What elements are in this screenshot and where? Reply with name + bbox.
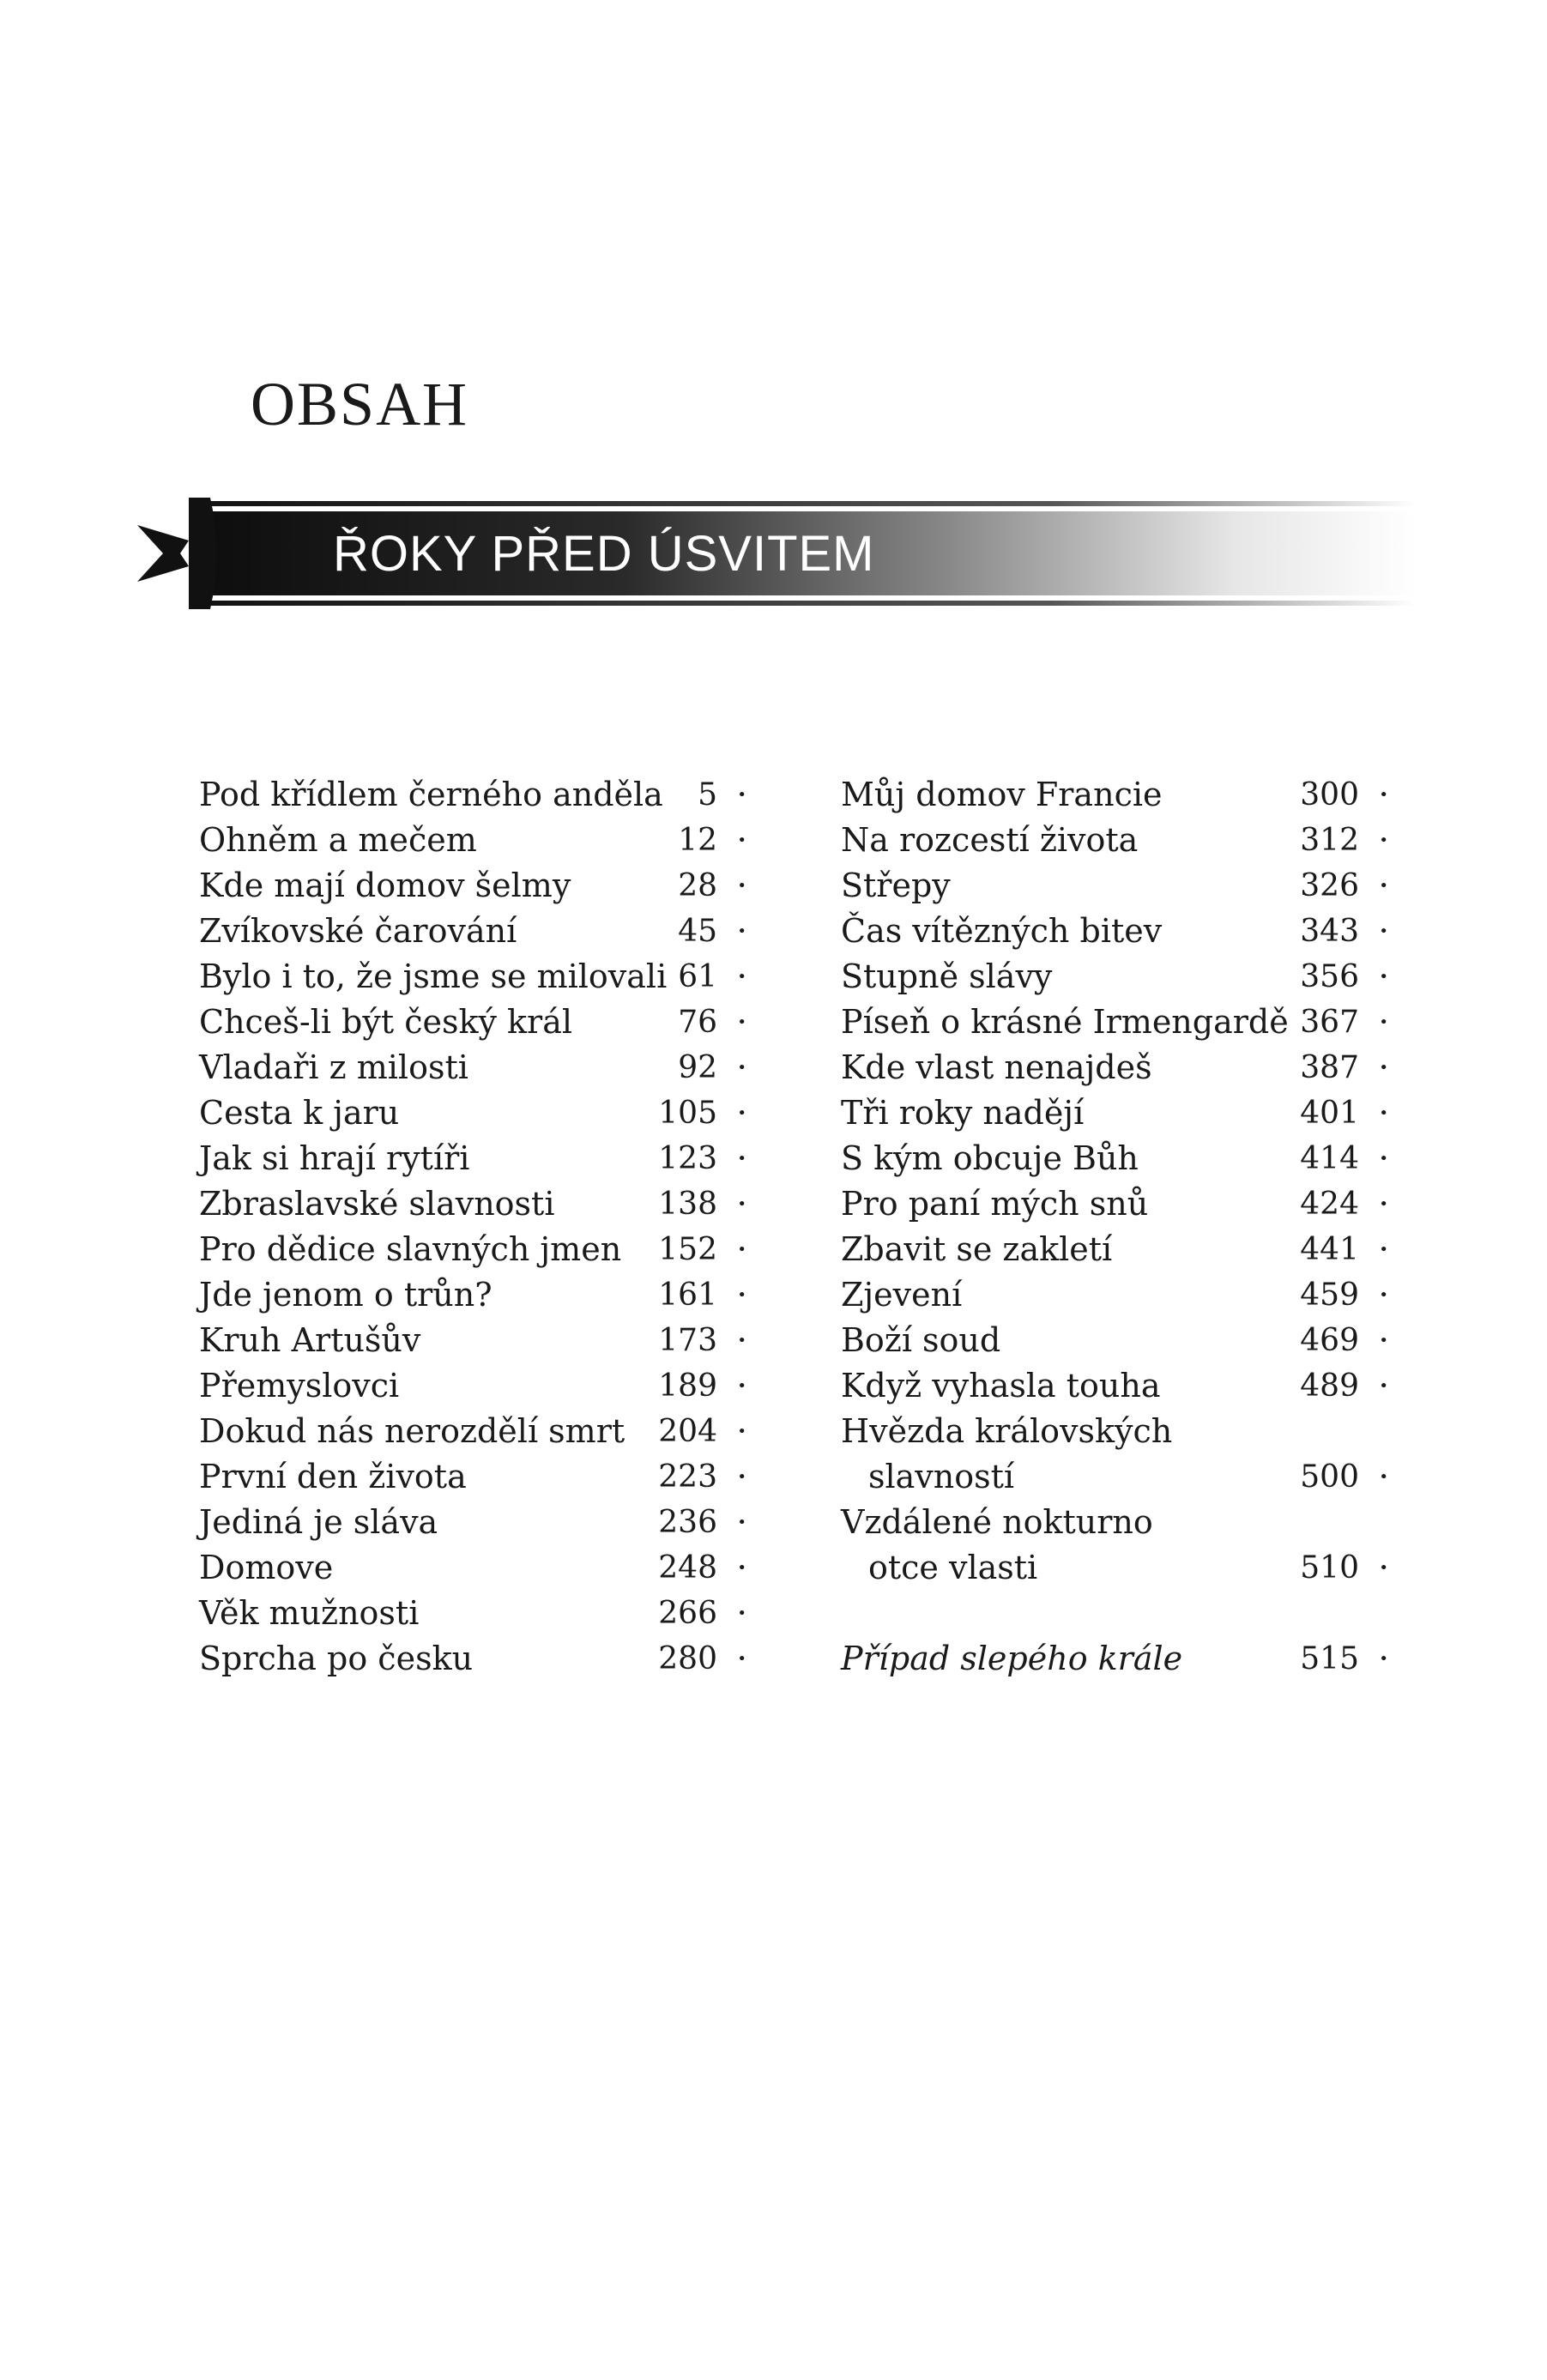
toc-entry-title: Hvězda královských [841,1412,1173,1450]
toc-entry [199,1500,765,1545]
toc-entry-page-number: 300 [1300,777,1359,812]
toc-entry [199,1227,765,1272]
section-banner [129,480,1416,626]
toc-entry-title: Chceš-li být český král [199,1003,573,1041]
toc-entry [199,1090,765,1136]
bullet-icon: • [737,1332,746,1350]
toc-entry-page-number: 123 [658,1141,717,1176]
toc-entry [199,1545,765,1591]
toc-entry-title: Píseň o krásné Irmengardě [841,1003,1289,1041]
toc-entry-page-number: 189 [658,1368,717,1404]
bullet-icon: • [737,1513,746,1531]
bullet-icon: • [1379,831,1388,849]
toc-entry [199,1136,765,1181]
toc-entry-page-number: 236 [658,1505,717,1540]
bullet-icon: • [1379,1150,1388,1168]
toc-entry [841,1409,1407,1454]
bullet-icon: • [1379,1013,1388,1031]
toc-entry-title: Zjevení [841,1276,963,1314]
toc-entry [199,909,765,954]
toc-entry-title: Střepy [841,867,951,904]
toc-entry-page-number: 489 [1300,1368,1359,1404]
toc-entry-title: Zvíkovské čarování [199,912,517,950]
bullet-icon: • [737,877,746,895]
toc-entry-title: Pro paní mých snů [841,1185,1149,1223]
toc-entry-title: slavností [868,1458,1015,1495]
toc-entry-title: Kde mají domov šelmy [199,867,571,904]
toc-entry-title: Bylo i to, že jsme se milovali [199,957,668,995]
bullet-icon: • [1379,786,1388,804]
toc-entry [841,954,1407,1000]
toc-entry [199,1045,765,1090]
toc-entry-title: Sprcha po česku [199,1640,474,1677]
toc-entry-title: Jediná je sláva [199,1503,438,1541]
bullet-icon: • [737,1104,746,1122]
bullet-icon: • [737,1377,746,1395]
toc-entry-page-number: 343 [1300,914,1359,949]
toc-entry-title: Když vyhasla touha [841,1367,1161,1404]
bullet-icon: • [737,831,746,849]
toc-entry-page-number: 12 [678,823,717,858]
toc-entry [841,1090,1407,1136]
toc-entry [841,909,1407,954]
toc-entry-page-number: 92 [678,1050,717,1085]
toc-entry [199,772,765,818]
bullet-icon: • [737,968,746,986]
toc-entry-title: Boží soud [841,1321,1001,1359]
toc-entry-title: Čas vítězných bitev [841,912,1163,950]
toc-entry-page-number: 223 [658,1459,717,1495]
toc-entry [841,818,1407,863]
bullet-icon: • [737,1423,746,1441]
toc-entry-page-number: 266 [658,1596,717,1631]
toc-entry-title: Tři roky nadějí [841,1094,1085,1132]
bullet-icon: • [737,1559,746,1577]
toc-entry-title: Kde vlast nenajdeš [841,1048,1152,1086]
toc-entry-title: Zbraslavské slavnosti [199,1185,555,1223]
bullet-icon: • [1379,1377,1388,1395]
toc-entry-title: Na rozcestí života [841,821,1139,859]
bullet-icon: • [1379,1650,1388,1668]
toc-entry [841,1636,1407,1682]
toc-entry-page-number: 326 [1300,868,1359,903]
toc-entry [841,1318,1407,1363]
banner-title: ŘOKY PŘED ÚSVITEM [333,526,875,582]
toc-entry-title: Dokud nás nerozdělí smrt [199,1412,625,1450]
toc-entry [841,1000,1407,1045]
bullet-icon: • [737,1195,746,1213]
toc-entry [841,1045,1407,1090]
bullet-icon: • [1379,877,1388,895]
toc-entry-title: Zbavit se zakletí [841,1230,1113,1268]
toc-entry [199,1363,765,1409]
toc-entry-page-number: 204 [658,1414,717,1449]
bullet-icon: • [1379,1241,1388,1259]
toc-entry-title: Kruh Artušův [199,1321,421,1359]
toc-entry [841,1363,1407,1409]
bullet-icon: • [737,786,746,804]
toc-entry-page-number: 441 [1300,1232,1359,1267]
toc-entry-title: Vladaři z milosti [199,1048,468,1086]
bullet-icon: • [737,1241,746,1259]
toc-entry-page-number: 138 [658,1187,717,1222]
toc-entry-title: Věk mužnosti [199,1594,420,1632]
bullet-icon: • [1379,1059,1388,1077]
toc-entry-title: S kým obcuje Bůh [841,1139,1139,1177]
toc-left-column [199,772,765,1682]
toc-right-column [841,772,1407,1682]
toc-entry-title: Pod křídlem černého anděla [199,776,663,813]
toc-entry [199,818,765,863]
toc-entry-title: Pro dědice slavných jmen [199,1230,622,1268]
toc-entry [199,1272,765,1318]
toc-entry [841,1591,1407,1636]
toc-entry-page-number: 173 [658,1323,717,1358]
toc-entry-title: Ohněm a mečem [199,821,477,859]
toc-entry [841,1227,1407,1272]
toc-entry [199,1181,765,1227]
toc-entry [841,1272,1407,1318]
toc-entry [841,1454,1407,1500]
toc-entry-page-number: 469 [1300,1323,1359,1358]
toc-entry [841,863,1407,909]
toc-entry-page-number: 414 [1300,1141,1359,1176]
toc-entry-title: Jde jenom o trůn? [199,1276,493,1314]
toc-entry-page-number: 500 [1300,1459,1359,1495]
toc-entry-title: Případ slepého krále [841,1640,1183,1677]
bullet-icon: • [737,922,746,940]
bullet-icon: • [1379,1332,1388,1350]
bullet-icon: • [1379,922,1388,940]
toc-entry [199,863,765,909]
bullet-icon: • [1379,1195,1388,1213]
toc-entry [841,1500,1407,1545]
bullet-icon: • [1379,968,1388,986]
toc-entry-title: Domove [199,1549,334,1586]
toc-entry [199,1409,765,1454]
toc-entry-page-number: 510 [1300,1550,1359,1586]
bullet-icon: • [737,1150,746,1168]
bullet-icon: • [1379,1104,1388,1122]
toc-entry [841,1136,1407,1181]
toc-entry-page-number: 424 [1300,1187,1359,1222]
toc-entry-page-number: 105 [658,1096,717,1131]
bullet-icon: • [1379,1559,1388,1577]
bullet-icon: • [737,1604,746,1622]
toc-entry [841,1181,1407,1227]
toc-entry [841,772,1407,818]
toc-entry-page-number: 152 [658,1232,717,1267]
toc-entry [199,954,765,1000]
toc-entry-page-number: 356 [1300,959,1359,994]
bullet-icon: • [737,1013,746,1031]
bullet-icon: • [737,1286,746,1304]
toc-entry-page-number: 161 [658,1278,717,1313]
toc-entry-title: Jak si hrají rytíři [199,1139,470,1177]
toc-entry [199,1318,765,1363]
page-title: OBSAH [251,370,469,438]
bullet-icon: • [737,1468,746,1486]
toc-entry-title: Cesta k jaru [199,1094,400,1132]
toc-entry-page-number: 76 [678,1005,717,1040]
toc-entry-page-number: 5 [698,777,717,812]
toc-entry-page-number: 459 [1300,1278,1359,1313]
toc-entry-page-number: 280 [658,1641,717,1676]
toc-entry-page-number: 401 [1300,1096,1359,1131]
toc-entry-page-number: 312 [1300,823,1359,858]
toc-entry-page-number: 387 [1300,1050,1359,1085]
toc-entry [199,1000,765,1045]
bullet-icon: • [737,1650,746,1668]
toc-entry-title: Stupně slávy [841,957,1053,995]
toc-entry [199,1636,765,1682]
toc-entry [199,1591,765,1636]
bullet-icon: • [1379,1468,1388,1486]
toc-entry [199,1454,765,1500]
toc-entry-page-number: 28 [678,868,717,903]
toc-entry-page-number: 515 [1300,1641,1359,1676]
toc-entry-title: Přemyslovci [199,1367,400,1404]
toc-entry-page-number: 45 [678,914,717,949]
bullet-icon: • [1379,1286,1388,1304]
toc-entry-page-number: 61 [678,959,717,994]
toc-entry-title: První den života [199,1458,467,1495]
toc-entry-title: Můj domov Francie [841,776,1163,813]
toc-entry-title: otce vlasti [868,1549,1038,1586]
toc-entry-page-number: 367 [1300,1005,1359,1040]
toc-entry [841,1545,1407,1591]
bullet-icon: • [737,1059,746,1077]
toc-entry-title: Vzdálené nokturno [841,1503,1153,1541]
toc-entry-page-number: 248 [658,1550,717,1586]
